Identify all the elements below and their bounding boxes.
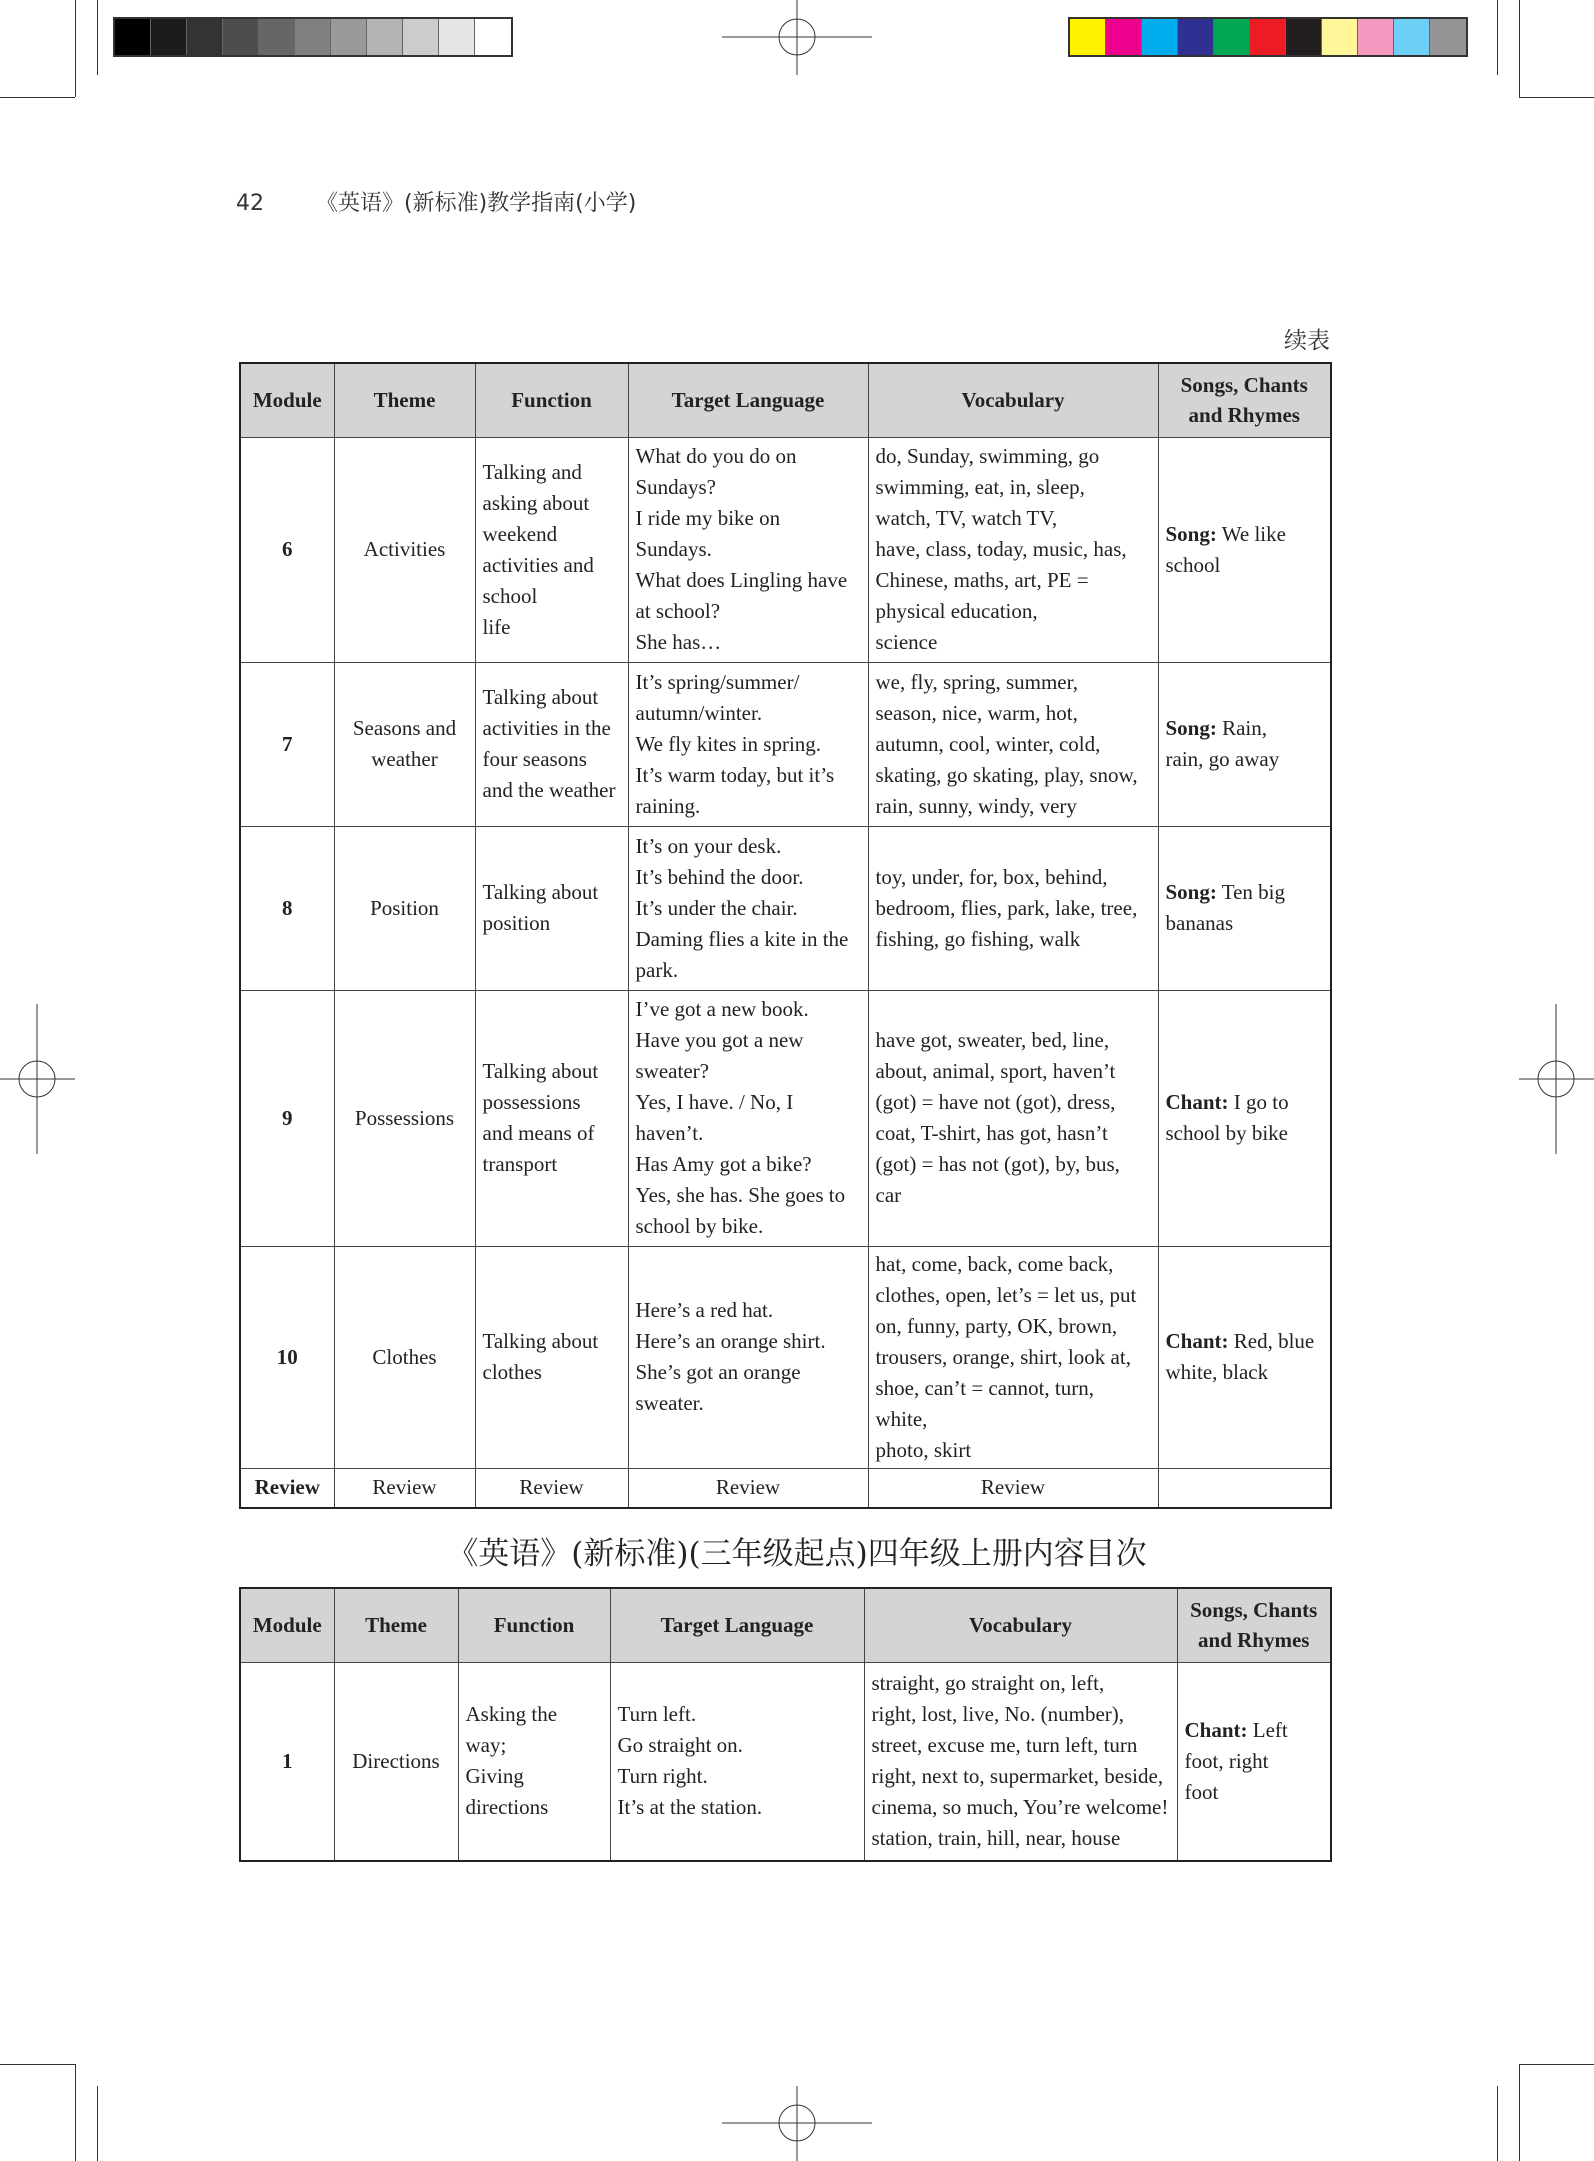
table-row [240,826,1331,990]
cell-line: science [875,630,938,654]
cell-line: Yes, I have. / No, I [635,1090,794,1114]
cell-line: She’s got an orange [635,1360,801,1384]
cell-line: Sundays? [635,475,716,499]
cell-line: on, funny, party, OK, brown, [875,1313,1118,1338]
cell-line: Talking about [482,880,599,904]
column-header-function: Function [475,363,628,437]
cell-line: we, fly, spring, summer, [875,669,1079,694]
cell-line: season, nice, warm, hot, [875,700,1078,725]
color-swatch [1322,19,1358,55]
cell-line: It’s behind the door. [635,864,804,889]
cell-line: about, animal, sport, haven’t [875,1059,1116,1083]
registration-target-left-icon [0,1004,75,1154]
cell-line: bedroom, flies, park, lake, tree, [875,895,1138,920]
cell-line: have, class, today, music, has, [875,537,1127,561]
function-cell [475,990,628,1246]
song-type-label: Chant: [1184,1717,1248,1742]
target-language-cell [628,826,868,990]
vocabulary-cell: Review [868,1468,1158,1508]
song-title: foot [1184,1779,1219,1804]
cell-line: position [482,911,551,935]
cell-line: haven’t. [635,1121,704,1145]
column-header-vocabulary: Vocabulary [868,363,1158,437]
cell-line: hat, come, back, come back, [875,1251,1114,1276]
module-cell: 1 [240,1662,334,1861]
song-title: Red, blue [1233,1329,1315,1353]
song-title: foot, right [1184,1748,1269,1773]
cell-line: station, train, hill, near, house [871,1826,1121,1851]
vocabulary-cell [868,437,1158,662]
module-cell: 6 [240,437,334,662]
cell-line: Turn right. [617,1764,708,1789]
function-cell [475,826,628,990]
cell-line: Talking and [482,459,582,484]
gray-swatch [151,19,187,55]
cell-line: cinema, so much, You’re welcome! [871,1795,1169,1820]
continued-label: 续表 [1284,328,1330,354]
color-swatch [1070,19,1106,55]
cell-line: Here’s a red hat. [635,1298,774,1322]
cell-line: shoe, can’t = cannot, turn, white, [875,1375,1094,1431]
song-title: rain, go away [1165,747,1280,771]
column-header-songs: Songs, Chants and Rhymes [1158,363,1331,437]
cell-line: Go straight on. [617,1733,743,1758]
theme-cell: Position [334,826,475,990]
column-header-songs: Songs, Chants and Rhymes [1177,1588,1331,1662]
cell-line: coat, T-shirt, has got, hasn’t [875,1121,1108,1145]
cell-line: autumn, cool, winter, cold, [875,731,1101,756]
song-title: Rain, [1222,716,1268,740]
gray-swatch [295,19,331,55]
column-header-target-language: Target Language [610,1588,864,1662]
songs-cell [1158,1246,1331,1468]
cell-line: Here’s an orange shirt. [635,1329,826,1353]
cell-line: weekend [482,521,558,546]
cell-line: watch, TV, watch TV, [875,506,1058,530]
songs-cell [1158,437,1331,662]
song-title: I go to [1233,1090,1289,1114]
theme-cell: Review [334,1468,475,1508]
cell-line: right, lost, live, No. (number), [871,1702,1125,1727]
cell-line: sweater. [635,1391,704,1415]
cell-line: straight, go straight on, left, [871,1671,1105,1696]
cell-line: car [875,1183,902,1207]
cell-line: Have you got a new [635,1028,804,1052]
section-title: 《英语》(新标准)(三年级起点)四年级上册内容目次 [447,1536,1147,1572]
cell-line: raining. [635,793,701,818]
cell-line: What do you do on [635,444,797,468]
cell-line: toy, under, for, box, behind, [875,864,1108,889]
songs-cell [1158,1468,1331,1508]
cell-line: I’ve got a new book. [635,997,809,1021]
cell-line: photo, skirt [875,1437,972,1462]
songs-cell [1158,662,1331,826]
gray-swatch [331,19,367,55]
gray-swatch [475,19,511,55]
cell-line: asking about [482,490,590,515]
vocabulary-cell [868,826,1158,990]
cell-line: Asking the [465,1702,558,1727]
cell-line: possessions [482,1090,581,1114]
running-header [236,186,636,217]
cell-line: It’s on your desk. [635,833,782,858]
cell-line: street, excuse me, turn left, turn [871,1733,1138,1758]
cell-line: What does Lingling have [635,568,848,592]
theme-cell: Activities [334,437,475,662]
column-header-vocabulary: Vocabulary [864,1588,1177,1662]
cell-line: Daming flies a kite in the [635,926,849,951]
cell-line: It’s at the station. [617,1795,763,1820]
gray-swatch [403,19,439,55]
vocabulary-cell [868,662,1158,826]
cell-line: (got) = has not (got), by, bus, [875,1152,1120,1176]
cell-line: Turn left. [617,1702,697,1727]
cell-line: at school? [635,599,721,623]
cell-line: activities in the [482,716,611,740]
color-swatch [1358,19,1394,55]
color-swatch [1106,19,1142,55]
song-type-label: Chant: [1165,1090,1229,1114]
target-language-cell: Review [628,1468,868,1508]
cell-line: skating, go skating, play, snow, [875,762,1138,787]
cell-line: Sundays. [635,537,712,561]
function-cell [475,1246,628,1468]
module-table-continued [239,362,1332,1509]
target-language-cell [628,990,868,1246]
table-row [240,437,1331,662]
song-title: Ten big [1221,880,1286,904]
cell-line: Talking about [482,1329,599,1353]
cell-line: swimming, eat, in, sleep, [875,475,1085,499]
table-row [240,1662,1331,1861]
module-cell: 9 [240,990,334,1246]
color-calibration-bar [1068,17,1468,57]
cell-line: She has… [635,630,722,654]
function-cell [475,662,628,826]
cell-line: physical education, [875,599,1038,623]
column-header-function: Function [458,1588,610,1662]
cell-line: Talking about [482,685,599,709]
song-title: Left [1252,1717,1288,1742]
cell-line: directions [465,1795,549,1820]
gray-swatch [223,19,259,55]
cell-line: Yes, she has. She goes to [635,1183,846,1207]
registration-target-right-icon [1519,1004,1594,1154]
cell-line: We fly kites in spring. [635,731,822,756]
theme-cell: Seasons and weather [334,662,475,826]
cell-line: four seasons [482,747,587,771]
page-number: 42 [236,191,264,216]
column-header-theme: Theme [334,363,475,437]
cell-line: have got, sweater, bed, line, [875,1028,1110,1052]
column-header-module: Module [240,1588,334,1662]
theme-cell: Directions [334,1662,458,1861]
cell-line: school [482,583,538,608]
color-swatch [1142,19,1178,55]
cell-line: right, next to, supermarket, beside, [871,1764,1164,1789]
table-row-review [240,1468,1331,1508]
cell-line: activities and [482,552,594,577]
song-title: bananas [1165,911,1234,935]
color-swatch [1430,19,1466,55]
color-swatch [1394,19,1430,55]
table-row [240,990,1331,1246]
cell-line: and the weather [482,778,616,802]
cell-line: clothes, open, let’s = let us, put [875,1282,1137,1307]
cell-line: clothes [482,1360,542,1384]
cell-line: school by bike. [635,1214,764,1238]
module-cell: 8 [240,826,334,990]
module-cell: 10 [240,1246,334,1468]
column-header-target-language: Target Language [628,363,868,437]
cell-line: and means of [482,1121,595,1145]
module-table-grade4 [239,1587,1332,1862]
cell-line: Giving [465,1764,524,1789]
cell-line: (got) = have not (got), dress, [875,1090,1116,1114]
registration-target-bottom-icon [722,2086,872,2161]
target-language-cell [610,1662,864,1861]
cell-line: transport [482,1152,558,1176]
cell-line: autumn/winter. [635,700,763,725]
cell-line: It’s spring/summer/ [635,669,800,694]
color-swatch [1214,19,1250,55]
theme-cell: Possessions [334,990,475,1246]
table-row [240,662,1331,826]
gray-swatch [439,19,475,55]
cell-line: trousers, orange, shirt, look at, [875,1344,1131,1369]
vocabulary-cell [868,990,1158,1246]
color-swatch [1250,19,1286,55]
theme-cell: Clothes [334,1246,475,1468]
module-cell: 7 [240,662,334,826]
color-swatch [1178,19,1214,55]
song-title: school [1165,552,1221,577]
column-header-module: Module [240,363,334,437]
gray-swatch [115,19,151,55]
table-row [240,1246,1331,1468]
cell-line: rain, sunny, windy, very [875,793,1077,818]
function-cell [475,437,628,662]
cell-line: Has Amy got a bike? [635,1152,812,1176]
song-title: school by bike [1165,1121,1288,1145]
gray-swatch [367,19,403,55]
cell-line: sweater? [635,1059,709,1083]
song-title: We like [1221,521,1286,546]
songs-cell [1177,1662,1331,1861]
song-type-label: Song: [1165,716,1217,740]
cell-line: It’s warm today, but it’s [635,762,835,787]
function-cell [458,1662,610,1861]
song-title: white, black [1165,1360,1269,1384]
vocabulary-cell [868,1246,1158,1468]
column-header-theme: Theme [334,1588,458,1662]
cell-line: do, Sunday, swimming, go [875,444,1100,468]
song-type-label: Chant: [1165,1329,1229,1353]
color-swatch [1286,19,1322,55]
registration-target-top-icon [722,0,872,75]
target-language-cell [628,1246,868,1468]
cell-line: It’s under the chair. [635,895,798,920]
vocabulary-cell [864,1662,1177,1861]
table-header-row [240,1588,1331,1662]
function-cell: Review [475,1468,628,1508]
cell-line: I ride my bike on [635,506,781,530]
gray-swatch [259,19,295,55]
target-language-cell [628,662,868,826]
cell-line: life [482,614,511,639]
song-type-label: Song: [1165,880,1217,904]
grayscale-calibration-bar [113,17,513,57]
module-cell: Review [240,1468,334,1508]
cell-line: Chinese, maths, art, PE = [875,568,1089,592]
table-header-row [240,363,1331,437]
running-title: 《英语》(新标准)教学指南(小学) [316,191,637,216]
songs-cell [1158,990,1331,1246]
target-language-cell [628,437,868,662]
cell-line: park. [635,957,679,982]
cell-line: way; [465,1733,507,1758]
cell-line: fishing, go fishing, walk [875,926,1081,951]
gray-swatch [187,19,223,55]
song-type-label: Song: [1165,521,1217,546]
cell-line: Talking about [482,1059,599,1083]
songs-cell [1158,826,1331,990]
